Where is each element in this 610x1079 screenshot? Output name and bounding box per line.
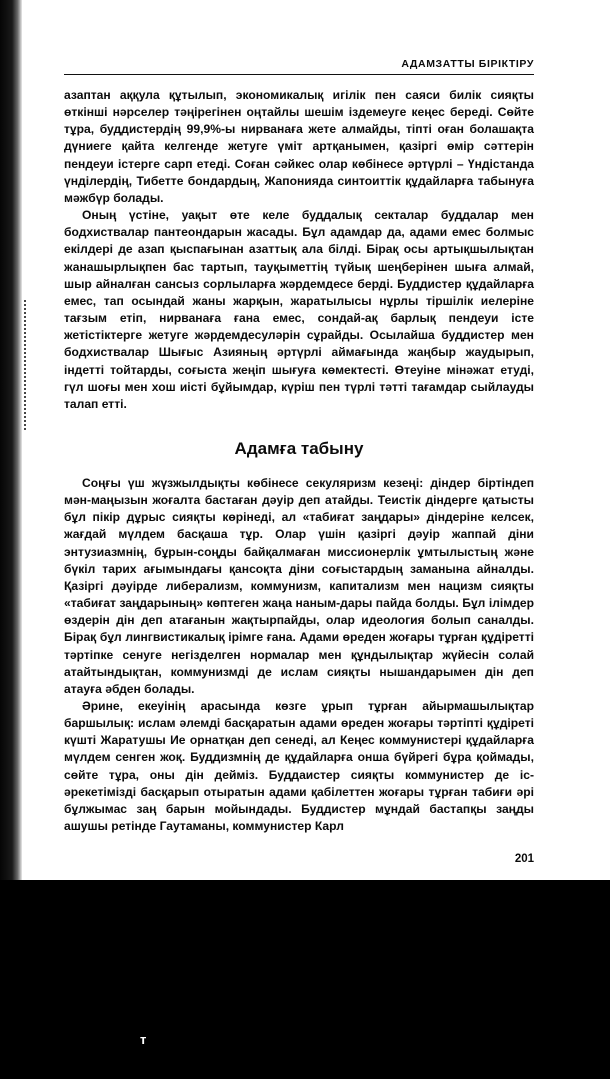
scan-black-band	[0, 880, 610, 1079]
section-title: Адамға табыну	[234, 438, 364, 458]
paragraph-4: Әрине, екеуінің арасында көзге ұрып тұрған айырмашылықтар баршылық: ислам әлемді басқаратын адами өреден жоғары тәртіпті құдіреті күшті Жаратушы Ие орнатқан деп сенеді, ал Кеңес коммунистері құдайларға мүлдем сенген жоқ. Буддизмнің де құдайларға онша бүйрегі бұра қоймады, сөйте тұра, оны дін дейміз. Буддаистер сияқты коммунистер де іс-әрекетімізді басқарып отыратын адами қабілеттен жоғары тұрған табиғи әрі бұлжымас заң барын мойындады. Буддистер мұндай бастапқы заңды ашушы ретінде Гаутаманы, коммунистер Карл	[64, 699, 534, 834]
margin-specks	[24, 300, 30, 430]
scan-mark: т	[140, 1032, 147, 1047]
book-page	[64, 58, 534, 865]
paragraph-3: Соңғы үш жүзжылдықты көбінесе секуляризм кезеңі: діндер біртіндеп мән-маңызын жоғалта бастаған дәуір деп атайды. Теистік діндерге қатысты бұл пікір дұрыс сияқты көрінеді, ал «табиғат заңдары» діндеріне келсек, жағдай мүлдем басқаша тұр. Олар үшін қазіргі дәуір жаппай діни энтузиазмнің, бұрын-соңды байқалмаған миссионерлік ұмтылыстың және бүкіл тарих ағымындағы қансоқта діни соғыстардың заманына айналды. Қазіргі дәуірде либерализм, коммунизм, капитализм мен нацизм сияқты «табиғат заңдарының» көптеген жаңа наным-дары пайда болды. Бұл ілімдер өздерін дін деп атағанын жақтырпайды, олар идеология болып саналды. Бірақ бұл лингвистикалық ірімге ғана. Адами өреден жоғары тұрған құдіретті тәртіпке сенуге негізделген нормалар мен құндылықтар жүйесін солай атайтындықтан, коммунизмді де ислам сияқты нышандарымен дін деп атауға әбден болады.	[64, 475, 534, 696]
running-head: АДАМЗАТТЫ БІРІКТІРУ	[64, 58, 534, 75]
page-number: 201	[514, 853, 534, 866]
book-spine-shadow	[0, 0, 22, 880]
paragraph-1: азаптан аққула құтылып, экономикалық игілік пен саяси билік сияқты өткінші нәрселер тәңірегінен оңтайлы шешім іздемеуге кеңес береді. Сөйте тұра, буддистердің 99,9%-ы нирванаға жете алмайды, тіпті оған болашақта дүниеге қайта келгенде жетуге үміт артқанымен, қазіргі өмір сәттерін пендеуи істерге сарп етеді. Соған сәйкес олар көбінесе әртүрлі – Үндістанда үнділердің, Тибетте бондардың, Жапонияда синтоиттік құдайларға табынуға мәжбүр болады.	[64, 88, 534, 205]
paragraph-2: Оның үстіне, уақыт өте келе буддалық секталар буддалар мен бодхиствалар пантеондарын жасады. Бұл адамдар да, адами емес болмыс екілдері де азап қыспағынан азаттық ала білді. Бірақ осы артықшылықтан жанашырлықпен бас тартып, тауқыметтің түйық шеңберінен шыға алмай, шыр айналған сансыз сорлыларға жәрдемдесе берді. Буддистер құдайларға емес, тап осындай жаны жарқын, жаратылысы нұрлы тіршілік иелеріне тағзым етіп, нирванаға ғана емес, сондай-ақ барлық пендеуи істе жетістіктерге жетуге жәрдемдесуләрін сұрайды. Осылайша буддистер мен бодхиствалар Шығыс Азияның әртүрлі аймағында жаңбыр жаудырып, індетті тойтарды, соғыста жеңіп шығуға көмектесті. Өтеуіне мінәжат етуді, гүл шоғы мен хош иісті бұйымдар, күріш пен түрлі тәтті тағамдар сыйлауды талап етті.	[64, 208, 534, 411]
